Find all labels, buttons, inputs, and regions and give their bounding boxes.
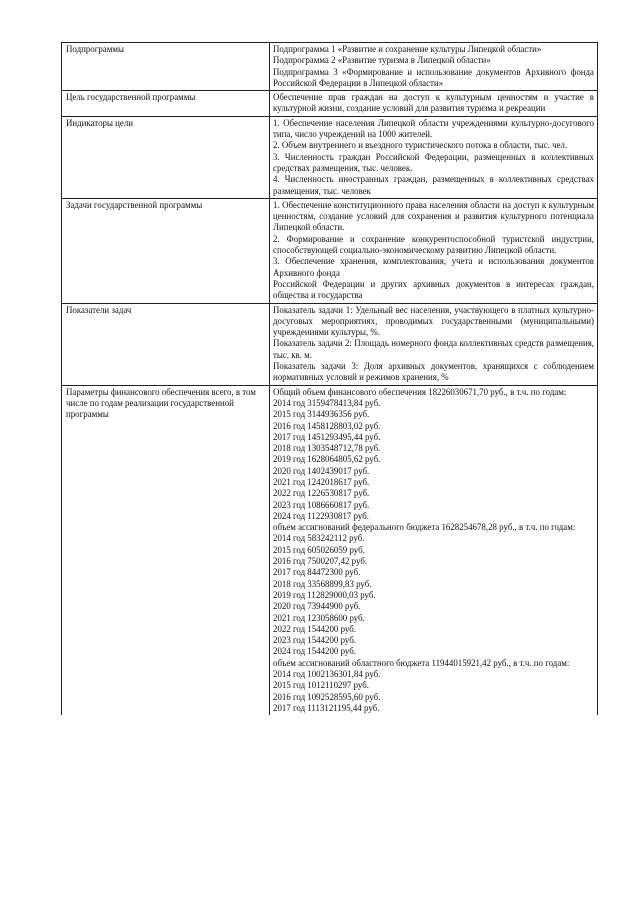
value-line: 1. Обеспечение населения Липецкой области учреждениями культурно-досугового типа, число учреждений на 1000 жителей.: [273, 117, 594, 140]
value-line: Российской Федерации и других архивных документов в интересах граждан, общества и государства: [273, 278, 594, 301]
value-line: объем ассигнований федерального бюджета 1628254678,28 руб., в т.ч. по годам:: [273, 522, 576, 533]
value-line: 2019 год 1628064805,62 руб.: [273, 454, 381, 465]
value-line: 2. Формирование и сохранение конкурентоспособной туристской индустрии, способствующей социально-экономическому развитию Липецкой области.: [273, 233, 594, 256]
value-line: 2014 год 583242112 руб.: [273, 533, 365, 544]
row-value: [270, 198, 598, 303]
value-line: 2016 год 7500207,42 руб.: [273, 556, 368, 567]
value-line: 2020 год 1402439017 руб.: [273, 465, 370, 476]
value-line: 3. Обеспечение хранения, комплектования, учета и использования документов Архивного фонда: [273, 256, 594, 278]
value-line: 2021 год 123058600 руб.: [273, 612, 365, 623]
value-line: 2017 год 1451293495,44 руб.: [273, 431, 381, 442]
value-line: объем ассигнований областного бюджета 11944015921,42 руб., в т.ч. по годам:: [273, 657, 570, 668]
row-label: Показатели задач: [62, 303, 270, 385]
value-line: 2018 год 1303548712,78 руб.: [273, 443, 381, 454]
value-line: 1. Обеспечение конституционного права населения области на доступ к культурным ценностям, создание условий для сохранения и развития культурного потенциала Липецкой области.: [273, 199, 594, 233]
value-line: 2024 год 1122930817 руб.: [273, 510, 369, 521]
row-label: Подпрограммы: [62, 43, 270, 91]
value-line: 3. Численность граждан Российской Федерации, размещенных в коллективных средствах размещения, тыс. человек.: [273, 151, 594, 173]
row-value: [270, 116, 598, 198]
table-row: [62, 43, 598, 91]
value-line: 2015 год 605026059 руб.: [273, 544, 365, 555]
value-line: 2022 год 1544200 руб.: [273, 623, 356, 634]
program-passport-table: [61, 42, 598, 715]
value-line: 2017 год 84472300 руб.: [273, 567, 361, 578]
row-label: Цель государственной программы: [62, 91, 270, 117]
value-line: Общий объем финансового обеспечения 18226030671,70 руб., в т.ч. по годам:: [273, 386, 567, 397]
value-line: 2021 год 1242018617 руб.: [273, 476, 370, 487]
value-line: 2020 год 73944900 руб.: [273, 601, 361, 612]
row-label: Задачи государственной программы: [62, 198, 270, 303]
value-line: Показатель задачи 1: Удельный вес населения, участвующего в платных культурно-досуговых мероприятиях, проводимых государственными (муниципальными) учреждениями культуры, %.: [273, 304, 594, 338]
value-line: 2023 год 1086660817 руб.: [273, 499, 370, 510]
value-line: Подпрограмма 2 «Развитие туризма в Липецкой области»: [273, 55, 491, 66]
value-line: Обеспечение прав граждан на доступ к культурным ценностям и участие в культурной жизни, создание условий для развития туризма и рекреации: [273, 92, 594, 114]
row-value: [270, 91, 598, 117]
value-line: Показатель задачи 3: Доля архивных документов, хранящихся с соблюдением нормативных условий и режимов хранения, %: [273, 361, 594, 383]
value-line: 2016 год 1458128803,02 руб.: [273, 420, 381, 431]
table-body: [62, 43, 598, 716]
value-line: 2017 год 1113121195,44 руб.: [273, 702, 380, 713]
row-value: [270, 303, 598, 385]
value-line: Показатель задачи 2: Площадь номерного фонда коллективных средств размещения, тыс. кв. м.: [273, 338, 594, 360]
value-line: 2023 год 1544200 руб.: [273, 635, 356, 646]
value-line: 2018 год 33568899,83 руб.: [273, 578, 372, 589]
table-row: [62, 385, 598, 715]
row-label: Параметры финансового обеспечения всего, в том числе по годам реализации государственной программы: [62, 385, 270, 715]
value-line: 2015 год 1012110297 руб.: [273, 680, 369, 691]
value-line: 2019 год 112829000,03 руб.: [273, 589, 376, 600]
table-row: [62, 116, 598, 198]
value-line: Подпрограмма 1 «Развитие и сохранение культуры Липецкой области»: [273, 44, 542, 54]
value-line: 2016 год 1092528595,60 руб.: [273, 691, 381, 702]
row-value: [270, 43, 598, 91]
row-label: Индикаторы цели: [62, 116, 270, 198]
table-row: [62, 303, 598, 385]
value-line: 2022 год 1226530817 руб.: [273, 488, 370, 499]
value-line: 2014 год 1002136301,84 руб.: [273, 669, 381, 680]
value-line: Подпрограмма 3 «Формирование и использование документов Архивного фонда Российской Федерации в Липецкой области»: [273, 66, 594, 88]
document-page: [61, 42, 597, 715]
value-line: 2. Объем внутреннего и въездного туристического потока в области, тыс. чел.: [273, 140, 568, 151]
value-line: 2014 год 3159478413,84 руб.: [273, 397, 381, 408]
row-value: [270, 385, 598, 715]
value-line: 4. Численность иностранных граждан, размещенных в коллективных средствах размещения, тыс. человек: [273, 174, 594, 196]
value-line: 2015 год 3144936356 руб.: [273, 409, 370, 420]
value-line: 2024 год 1544200 руб.: [273, 646, 356, 657]
table-row: [62, 198, 598, 303]
table-row: [62, 91, 598, 117]
